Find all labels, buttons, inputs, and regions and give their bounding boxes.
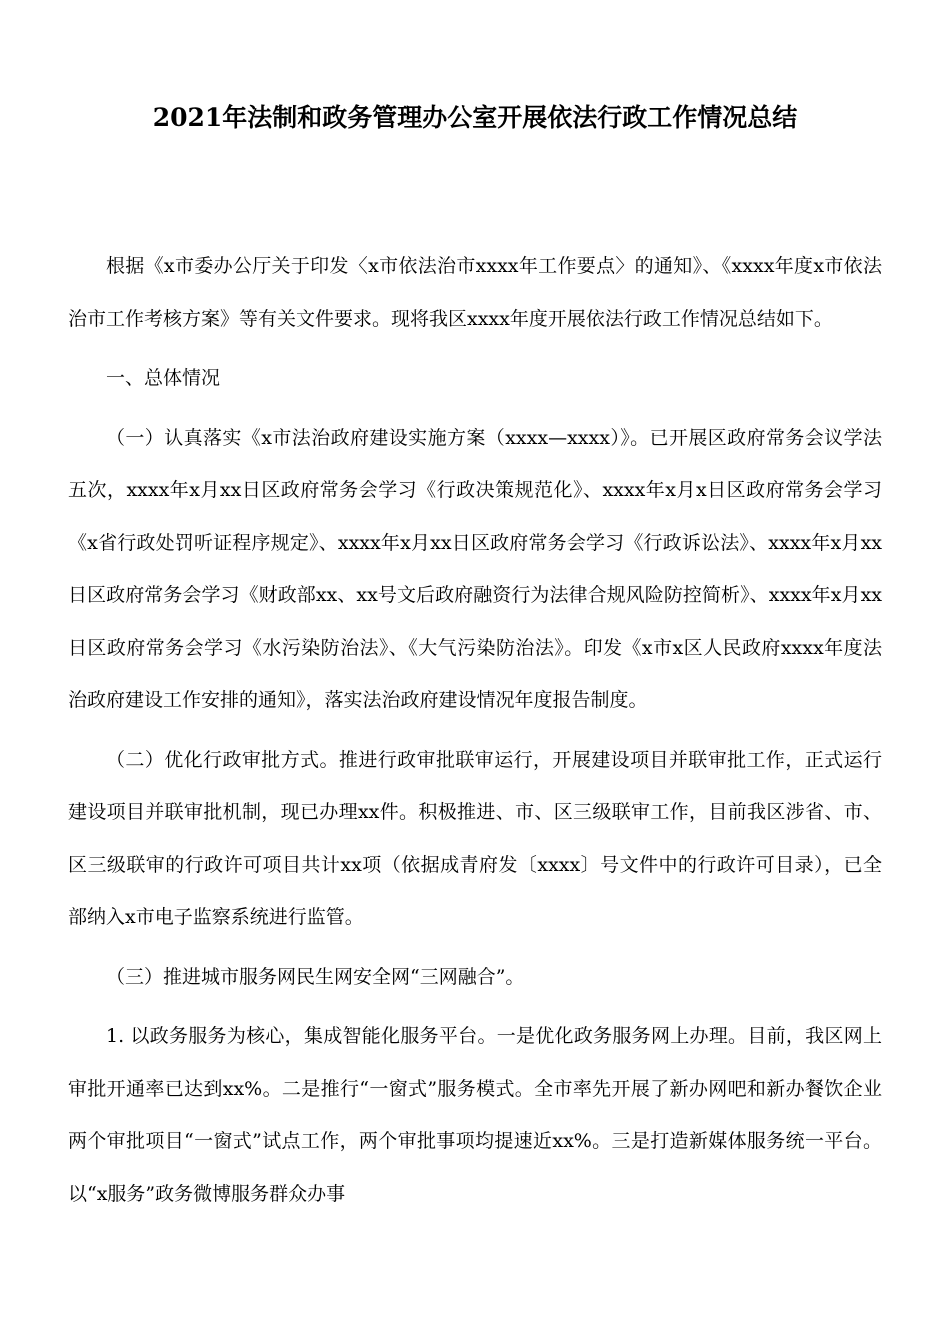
paragraph-item-3: （三）推进城市服务网民生网安全网“三网融合”。 bbox=[106, 965, 525, 988]
document-body bbox=[68, 240, 882, 1227]
paragraph-item-2: （二）优化行政审批方式。推进行政审批联审运行，开展建设项目并联审批工作，正式运行建设项目并联审批机制，现已办理xx件。积极推进、市、区三级联审工作，目前我区涉省、市、区三级联审的行政许可项目共计xx项（依据成青府发〔xxxx〕号文件中的行政许可目录），已全部纳入x市电子监察系统进行监管。 bbox=[68, 748, 882, 928]
paragraph-subitem-1: 1. 以政务服务为核心，集成智能化服务平台。一是优化政务服务网上办理。目前，我区网上审批开通率已达到xx%。二是推行“一窗式”服务模式。全市率先开展了新办网吧和新办餐饮企业两个审批项目“一窗式”试点工作，两个审批事项均提速近xx%。三是打造新媒体服务统一平台。以“x服务”政务微博服务群众办事 bbox=[68, 1025, 882, 1205]
paragraph-item-1: （一）认真落实《x市法治政府建设实施方案（xxxx—xxxx）》。已开展区政府常务会议学法五次，xxxx年x月xx日区政府常务会学习《行政决策规范化》、xxxx年x月x日区政府常务会学习《x省行政处罚听证程序规定》、xxxx年x月xx日区政府常务会学习《行政诉讼法》、xxxx年x月xx日区政府常务会学习《财政部xx、xx号文后政府融资行为法律合规风险防控简析》、xxxx年x月xx日区政府常务会学习《水污染防治法》、《大气污染防治法》。印发《x市x区人民政府xxxx年度法治政府建设工作安排的通知》，落实法治政府建设情况年度报告制度。 bbox=[68, 426, 882, 711]
section-heading-overview: 一、总体情况 bbox=[106, 367, 221, 389]
paragraph-intro: 根据《x市委办公厅关于印发〈x市依法治市xxxx年工作要点〉的通知》、《xxxx年度x市依法治市工作考核方案》等有关文件要求。现将我区xxxx年度开展依法行政工作情况总结如下。 bbox=[68, 255, 882, 330]
document-title: 2021年法制和政务管理办公室开展依法行政工作情况总结 bbox=[152, 103, 798, 132]
